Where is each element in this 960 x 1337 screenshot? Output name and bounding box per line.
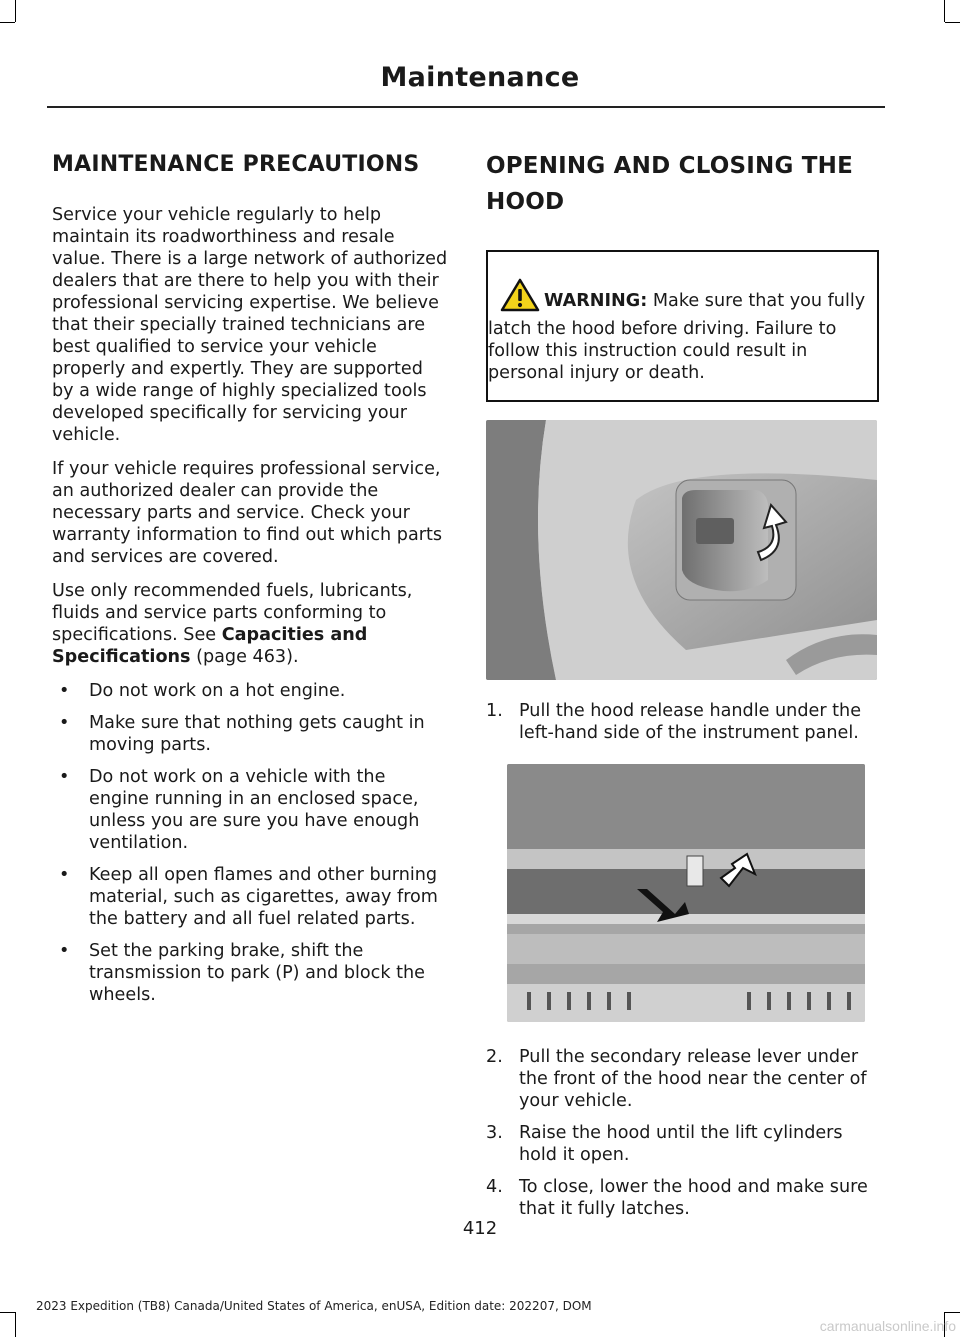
hood-release-handle-illustration: [486, 420, 877, 680]
bullet-icon: •: [59, 865, 70, 885]
crop-mark-bottom-left-h: [0, 1312, 15, 1313]
watermark: carmanualsonline.info: [819, 1318, 956, 1334]
crop-mark-top-left-v: [15, 0, 16, 22]
step-number: 2.: [486, 1047, 503, 1067]
precautions-list: [52, 680, 450, 1006]
hood-steps-list-continued: [486, 1046, 879, 1220]
warning-triangle-icon: [500, 278, 540, 318]
list-item-text: Do not work on a hot engine.: [89, 681, 346, 701]
warning-text: Make sure that you fully latch the hood before driving. Failure to follow this instruction could result in personal injury or death.: [488, 291, 866, 383]
step-text: Pull the hood release handle under the left-hand side of the instrument panel.: [519, 701, 862, 743]
list-item: [486, 1046, 879, 1112]
bullet-icon: •: [59, 767, 70, 787]
page-number: 412: [462, 1218, 498, 1239]
list-item: [52, 864, 450, 930]
crop-mark-bottom-right-h: [945, 1312, 960, 1313]
warning-box: [486, 250, 879, 402]
page-header-title: Maintenance: [380, 62, 580, 93]
bullet-icon: •: [59, 681, 70, 701]
step-text: To close, lower the hood and make sure that it fully latches.: [519, 1177, 868, 1219]
step-text: Pull the secondary release lever under the front of the hood near the center of your vehicle.: [519, 1047, 867, 1111]
crop-mark-top-right-h: [945, 22, 960, 23]
step-number: 4.: [486, 1177, 503, 1197]
paragraph-professional-service: If your vehicle requires professional service, an authorized dealer can provide the necessary parts and service. Check your warranty information to find out which parts and services are covered.: [52, 459, 443, 567]
list-item: [52, 940, 450, 1006]
list-item: [486, 1176, 879, 1220]
step-number: 3.: [486, 1123, 503, 1143]
step-number: 1.: [486, 701, 503, 721]
heading-line: HOOD: [486, 189, 565, 215]
list-item-text: Do not work on a vehicle with the engine running in an enclosed space, unless you are sure you have enough ventilation.: [89, 767, 420, 853]
list-item: [52, 766, 450, 854]
paragraph-recommended-fuels: [52, 580, 450, 668]
paragraph-text: Use only recommended fuels, lubricants, fluids and service parts conforming to specifications. See: [52, 581, 413, 645]
section-heading-opening-closing-hood: [486, 148, 879, 220]
list-item: [52, 712, 450, 756]
crop-mark-bottom-left-v: [15, 1312, 16, 1337]
list-item: [52, 680, 450, 702]
header-divider: [47, 106, 885, 108]
bullet-icon: •: [59, 713, 70, 733]
step-text: Raise the hood until the lift cylinders hold it open.: [519, 1123, 843, 1165]
page-reference: (page 463).: [190, 647, 299, 667]
left-column: [52, 140, 450, 1016]
warning-label: WARNING:: [544, 291, 648, 311]
list-item: [486, 1122, 879, 1166]
list-item-text: Make sure that nothing gets caught in moving parts.: [89, 713, 425, 755]
right-column: [486, 140, 879, 1230]
capacities-specifications-link[interactable]: Capacities and Specifications: [52, 625, 368, 667]
crop-mark-top-left-h: [0, 22, 15, 23]
list-item-text: Keep all open flames and other burning material, such as cigarettes, away from the battery and all fuel related parts.: [89, 865, 438, 929]
bullet-icon: •: [59, 941, 70, 961]
crop-mark-top-right-v: [944, 0, 945, 22]
list-item: [486, 700, 879, 744]
paragraph-service-regularly: Service your vehicle regularly to help maintain its roadworthiness and resale value. There is a large network of authorized dealers that are there to help you with their professional servicing expertise. We believe that their specially trained technicians are best qualified to service your vehicle properly and expertly. They are supported by a wide range of highly specialized tools developed specifically for servicing your vehicle.: [52, 205, 448, 445]
heading-line: OPENING AND CLOSING THE: [486, 153, 853, 179]
secondary-release-lever-illustration: [507, 764, 865, 1022]
section-heading-maintenance-precautions: MAINTENANCE PRECAUTIONS: [52, 152, 420, 177]
footer-edition-info: 2023 Expedition (TB8) Canada/United States of America, enUSA, Edition date: 202207, DOM: [36, 1299, 592, 1313]
hood-steps-list: [486, 700, 879, 744]
list-item-text: Set the parking brake, shift the transmission to park (P) and block the wheels.: [89, 941, 425, 1005]
